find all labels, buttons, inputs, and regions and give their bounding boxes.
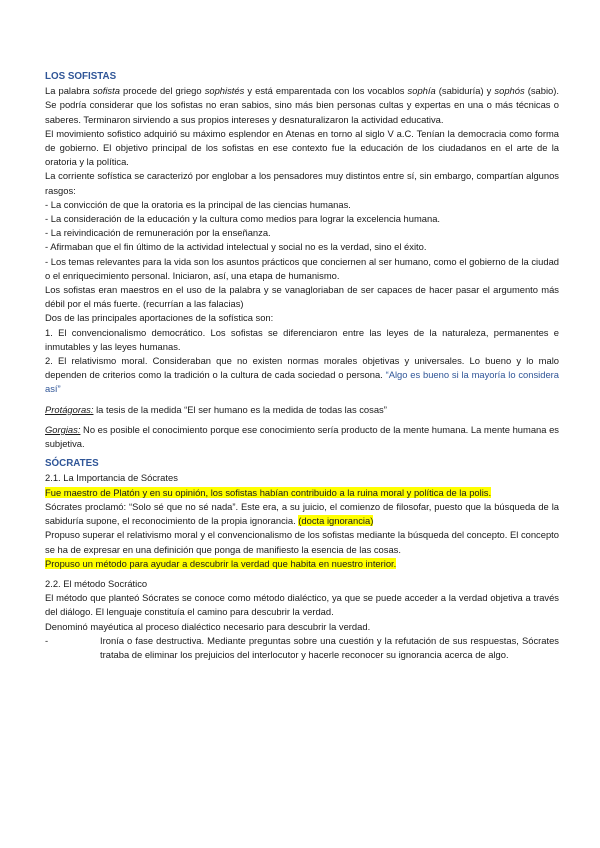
text: y está emparentada con los vocablos [244,85,408,97]
heading-socrates: SÓCRATES [45,458,99,470]
text-italic: sophós [494,85,525,97]
paragraph-convencionalismo: 1. El convencionalismo democrático. Los sofistas se diferenciaron entre las leyes de la naturaleza, permanentes e inmutables y las leyes humanas. [45,326,559,352]
paragraph-gorgias [45,423,559,451]
dash-bullet: - [45,634,49,646]
paragraph-relativismo [45,354,559,397]
paragraph-corriente: La corriente sofística se caracterizó por englobar a los pensadores muy distintos entre sí, sin embargo, compartían algunos rasgos: [45,170,559,196]
paragraph-protagoras [45,403,559,417]
text-italic: sofista [92,85,120,97]
quote-text: “Algo es bueno si la mayoría lo considera así” [45,369,559,395]
text: la tesis de la medida “El ser humano es la medida de todas las cosas” [93,403,387,415]
list-item: - La convicción de que la oratoria es la principal de las ciencias humanas. [45,198,351,210]
paragraph-dialectico: El método que planteó Sócrates se conoce como método dialéctico, ya que se puede acceder a la verdad objetiva a través del diálogo. El lenguaje constituía el camino para descubrir la verdad. [45,592,559,618]
highlighted-text: (docta ignorancia) [298,515,374,527]
text: (sabiduría) y [435,85,495,97]
paragraph-etimologia [45,84,559,127]
list-item: - La consideración de la educación y la cultura como medios para lograr la excelencia humana. [45,213,441,225]
text: Ironía o fase destructiva. Mediante preguntas sobre una cuestión y la refutación de sus respuestas, Sócrates trataba de eliminar los prejuicios del interlocutor y hacerle reconocer su ignorancia acerca de algo. [100,634,559,660]
text: procede del griego [119,85,205,97]
heading-sofistas: LOS SOFISTAS [45,71,117,82]
text: Sócrates proclamó: “Solo sé que no sé nada”. Este era, a su juicio, el comienzo de filosofar, puesto que la búsqueda de la sabiduría supone, el reconocimiento de la propia ignorancia. [45,500,559,527]
paragraph-metodo-propuesto [45,557,559,571]
highlighted-text: Propuso un método para ayudar a descubrir la verdad que habita en nuestro interior. [45,557,397,569]
list-item: - Afirmaban que el fin último de la actividad intelectual y social no es la verdad, sino el éxito. [45,241,427,253]
list-item: - Los temas relevantes para la vida son los asuntos prácticos que conciernen al ser humano, como el gobierno de la ciudad o el enriquecimiento personal. Iniciaron, así, una etapa de humanismo. [45,255,559,281]
text: 2. El relativismo moral. Consideraban que no existen normas morales objetivas y universales. Lo bueno y lo malo dependen de criterios como la tradición o la cultura de cada sociedad o persona. [45,355,559,381]
text-italic: sophía [407,85,436,97]
paragraph-maestro-platon [45,486,559,500]
paragraph-movimiento: El movimiento sofistico adquirió su máximo esplendor en Atenas en torno al siglo V a.C. Tenían la democracia como forma de gobierno. El objetivo principal de los sofistas en ese contexto fue la educación de los ciudadanos en el arte de la oratoria y la política. [45,127,559,168]
paragraph-aportaciones: Dos de las principales aportaciones de la sofística son: [45,312,274,324]
subheading-importancia: 2.1. La Importancia de Sócrates [45,472,178,484]
highlighted-text: Fue maestro de Platón y en su opinión, los sofistas habían contribuido a la ruina moral y política de la polis. [45,486,492,498]
paragraph-solo-se [45,500,559,528]
paragraph-mayeutica: Denominó mayéutica al proceso dialéctico necesario para descubrir la verdad. [45,620,371,632]
text-italic: sophistés [204,85,245,97]
author-name: Gorgias: [45,423,81,435]
list-item: - La reivindicación de remuneración por la enseñanza. [45,227,271,239]
document-page [45,70,559,662]
list-item-ironia [45,634,559,662]
text: (sabio). Se podría considerar que los sofistas no eran sabios, sino más bien personas cultas y expertas en una o más técnicas o saberes. Terminaron sirviendo a sus propios intereses y desnaturalizaron la actividad educativa. [45,85,559,125]
text: La palabra [45,85,93,97]
paragraph-concepto: Propuso superar el relativismo moral y el convencionalismo de los sofistas mediante la búsqueda del concepto. El concepto se ha de expresar en una definición que ponga de manifiesto la esencia de las cosas. [45,529,559,555]
paragraph-maestros: Los sofistas eran maestros en el uso de la palabra y se vanagloriaban de ser capaces de hacer pasar el argumento más débil por el más fuerte. (recurrían a las falacias) [45,284,559,310]
author-name: Protágoras: [45,403,94,415]
text: No es posible el conocimiento porque ese conocimiento sería producto de la mente humana. La mente humana es subjetiva. [45,423,559,450]
subheading-metodo: 2.2. El método Socrático [45,577,148,589]
